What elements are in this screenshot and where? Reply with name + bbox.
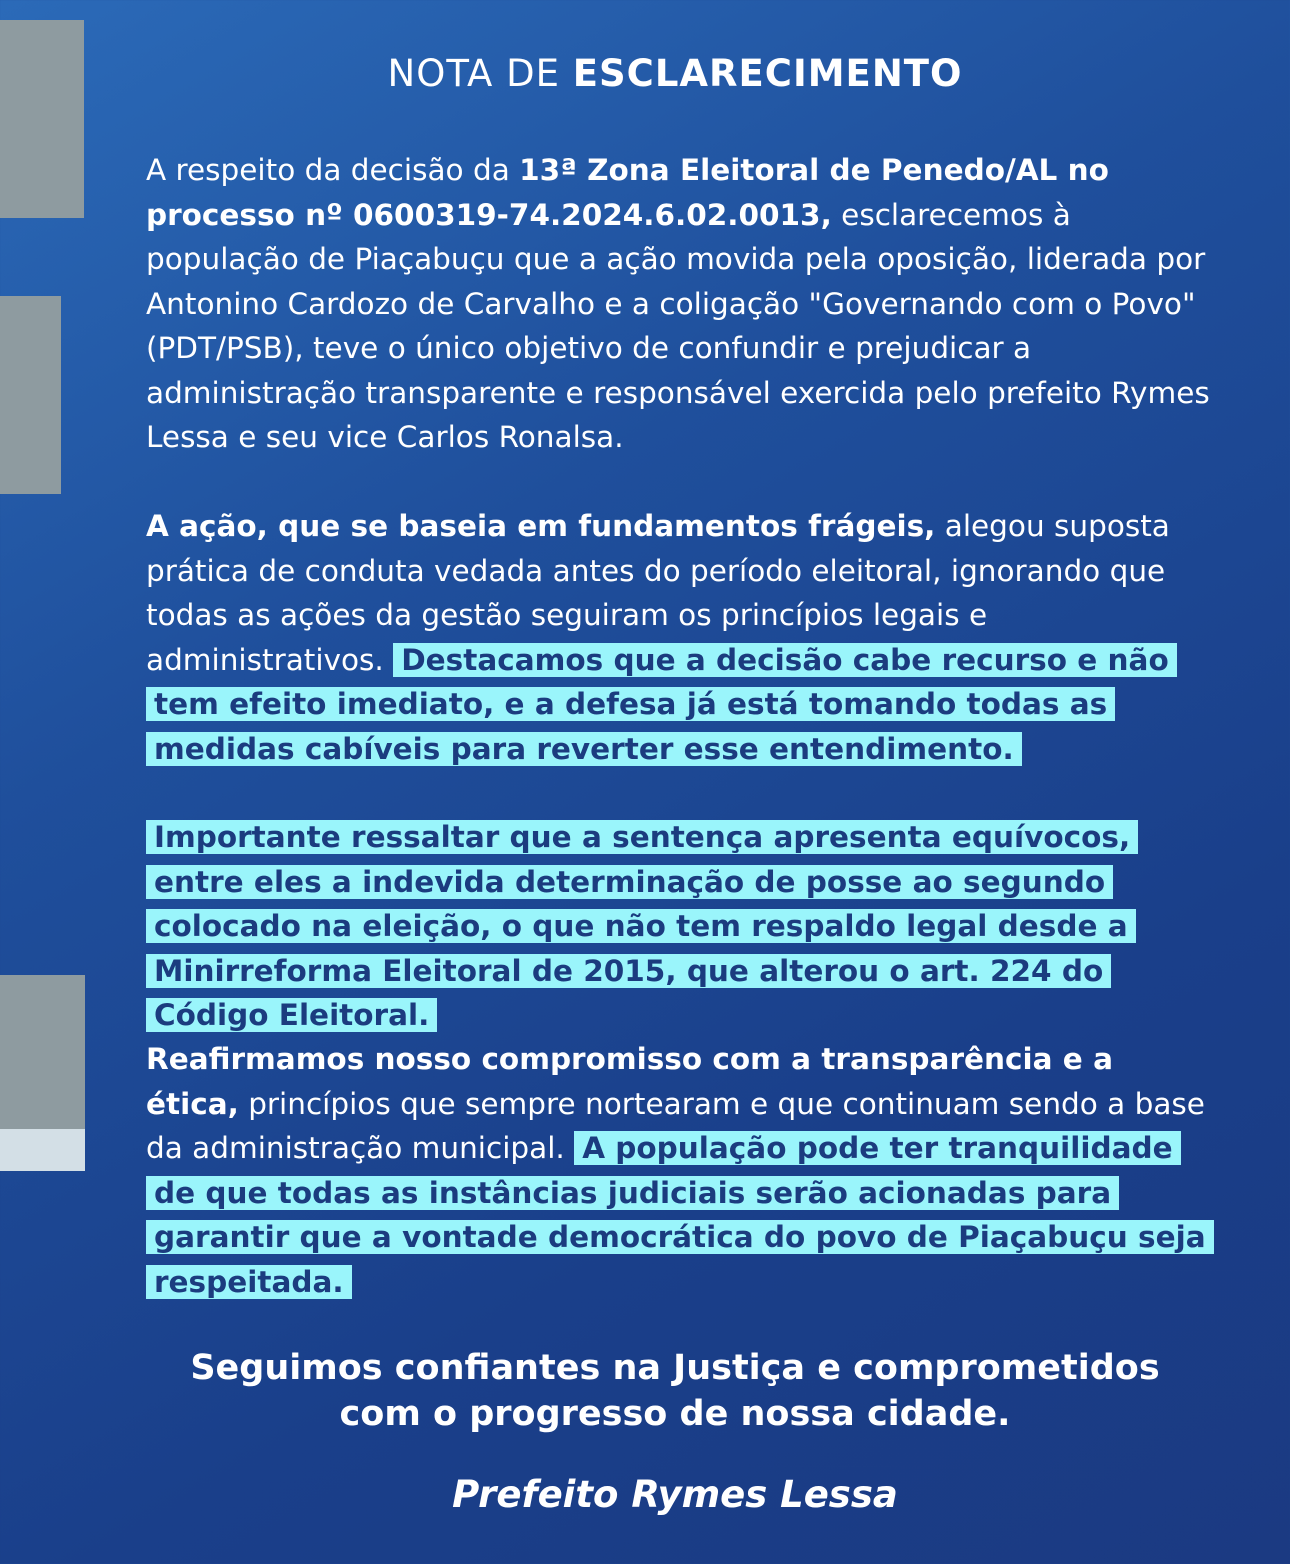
title-regular: NOTA DE — [387, 52, 573, 95]
side-decor-block-3 — [0, 975, 85, 1129]
p1-bold-1: 13ª Zona Eleitoral de Penedo/AL no processo nº 0600319-74.2024.6.02.0013, — [146, 153, 1109, 232]
p4-highlight: A população pode ter tranquilidade de que todas as instâncias judiciais serão acionadas para garantir que a vontade democrática do povo de Piaçabuçu seja respeitada. — [146, 1131, 1214, 1299]
closing-statement — [0, 1345, 1290, 1437]
title-bold: ESCLARECIMENTO — [572, 52, 963, 95]
side-decor-block-4 — [0, 1129, 85, 1171]
p3-highlight: Importante ressaltar que a sentença apresenta equívocos, entre eles a indevida determinação de posse ao segundo colocado na eleição, o que não tem respaldo legal desde a Minirreforma Eleitoral de 2015, que alterou o art. 224 do Código Eleitoral. — [146, 820, 1138, 1032]
p2-text-1: alegou suposta prática de conduta vedada antes do período eleitoral, ignorando que todas as ações da gestão seguiram os princípios legais e administrativos. — [146, 509, 1170, 677]
p1-text-1: A respeito da decisão da — [146, 153, 520, 187]
p2-bold-1: A ação, que se baseia em fundamentos frágeis, — [146, 509, 936, 543]
paragraph-4 — [146, 1037, 1216, 1304]
page-title — [0, 52, 1290, 95]
p1-text-2: esclarecemos à população de Piaçabuçu que a ação movida pela oposição, liderada por Antonino Cardozo de Carvalho e a coligação "Governando com o Povo" (PDT/PSB), teve o único objetivo de confundir e prejudicar a administração transparente e responsável exercida pelo prefeito Rymes Lessa e seu vice Carlos Ronalsa. — [146, 197, 1210, 454]
closing-line-2: com o progresso de nossa cidade. — [339, 1394, 1011, 1434]
side-decor-block-2 — [0, 296, 61, 494]
p2-highlight: Destacamos que a decisão cabe recurso e não tem efeito imediato, e a defesa já está tomando todas as medidas cabíveis para reverter esse entendimento. — [146, 643, 1177, 766]
paragraph-3 — [146, 815, 1216, 1038]
signature: Prefeito Rymes Lessa — [452, 1473, 898, 1516]
paragraph-1 — [146, 148, 1216, 460]
p4-text-1: princípios que sempre nortearam e que continuam sendo a base da administração municipal. — [146, 1086, 1205, 1165]
side-decor-block-1 — [0, 20, 84, 218]
p4-bold-1: Reafirmamos nosso compromisso com a transparência e a ética, — [146, 1042, 1113, 1121]
closing-line-1: Seguimos confiantes na Justiça e comprometidos — [190, 1348, 1160, 1388]
paragraph-2 — [146, 504, 1216, 771]
